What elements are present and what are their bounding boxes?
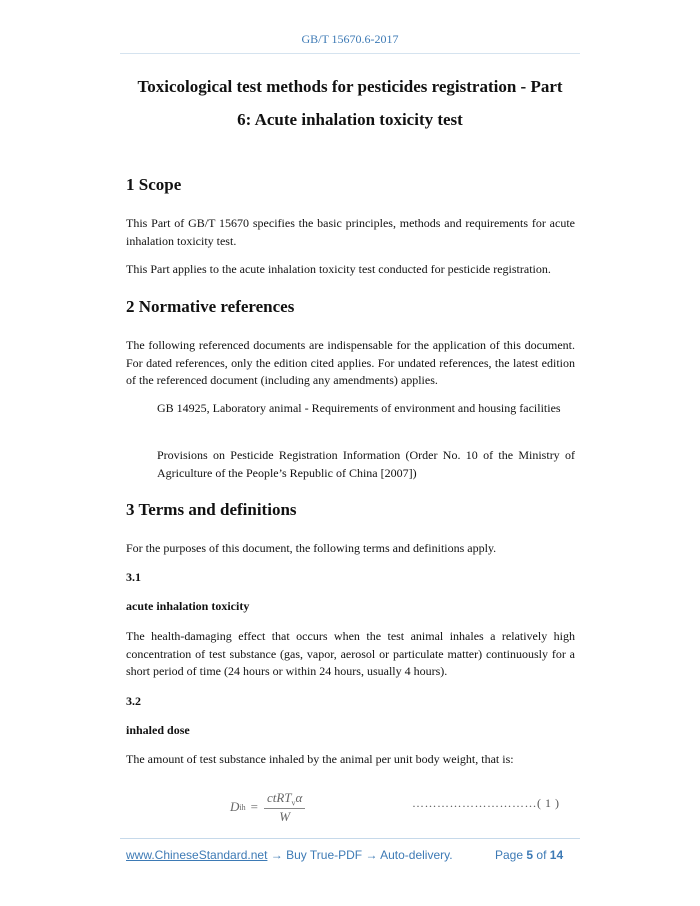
footer-promo-text: → Buy True-PDF → Auto-delivery. [267, 848, 453, 862]
scope-paragraph-2: This Part applies to the acute inhalation toxicity test conducted for pesticide registration. [126, 262, 551, 276]
title-line-1: Toxicological test methods for pesticides registration - Part [137, 77, 563, 96]
formula-numerator: ctRT [266, 790, 292, 805]
header-divider [120, 53, 580, 54]
section-heading-terms: 3 Terms and definitions [126, 500, 297, 519]
equation-number: …………………………( 1 ) [412, 796, 560, 810]
formula-denominator: W [279, 808, 291, 824]
formula-lhs: D [230, 799, 240, 815]
website-link[interactable]: www.ChineseStandard.net [126, 848, 268, 862]
section-heading-scope: 1 Scope [126, 175, 182, 194]
footer-divider [120, 838, 580, 839]
page-number: 5 [526, 848, 534, 862]
footer-promo [126, 848, 453, 862]
page-total: 14 [549, 848, 564, 862]
title-line-2: 6: Acute inhalation toxicity test [237, 110, 463, 129]
formula-lhs-sub: ih [239, 802, 246, 812]
page-indicator [495, 848, 563, 862]
page-label: Page [495, 848, 524, 862]
formula-numerator-tail: α [295, 790, 303, 805]
term-number: 3.1 [126, 570, 141, 584]
formula-fraction [264, 790, 305, 825]
normative-paragraph: The following referenced documents are indispensable for the application of this document. For dated references, only the edition cited applies. For undated references, the latest edition of the referenced document (including any amendments) applies. [126, 338, 575, 387]
formula-numerator-sub: v [291, 798, 296, 808]
formula-equals: = [250, 799, 258, 815]
document-title [126, 70, 574, 136]
reference-item: Provisions on Pesticide Registration Information (Order No. 10 of the Ministry of Agriculture of the People’s Republic of China [2007]) [157, 448, 575, 480]
scope-paragraph-1: This Part of GB/T 15670 specifies the basic principles, methods and requirements for acute inhalation toxicity test. [126, 216, 575, 248]
term-name: acute inhalation toxicity [126, 599, 250, 613]
term-name: inhaled dose [126, 723, 190, 737]
term-definition: The amount of test substance inhaled by the animal per unit body weight, that is: [126, 752, 514, 766]
term-definition: The health-damaging effect that occurs when the test animal inhales a relatively high concentration of test substance (gas, vapor, aerosol or particulate matter) continuously for a short period of time (24 hours or within 24 hours, usually 4 hours). [126, 629, 575, 678]
term-number: 3.2 [126, 694, 141, 708]
reference-item: GB 14925, Laboratory animal - Requirements of environment and housing facilities [157, 401, 561, 415]
terms-intro: For the purposes of this document, the following terms and definitions apply. [126, 541, 497, 555]
formula-inhaled-dose [230, 790, 305, 825]
page-of: of [536, 848, 547, 862]
section-heading-normative: 2 Normative references [126, 297, 295, 316]
header-doc-code: GB/T 15670.6-2017 [301, 32, 399, 46]
